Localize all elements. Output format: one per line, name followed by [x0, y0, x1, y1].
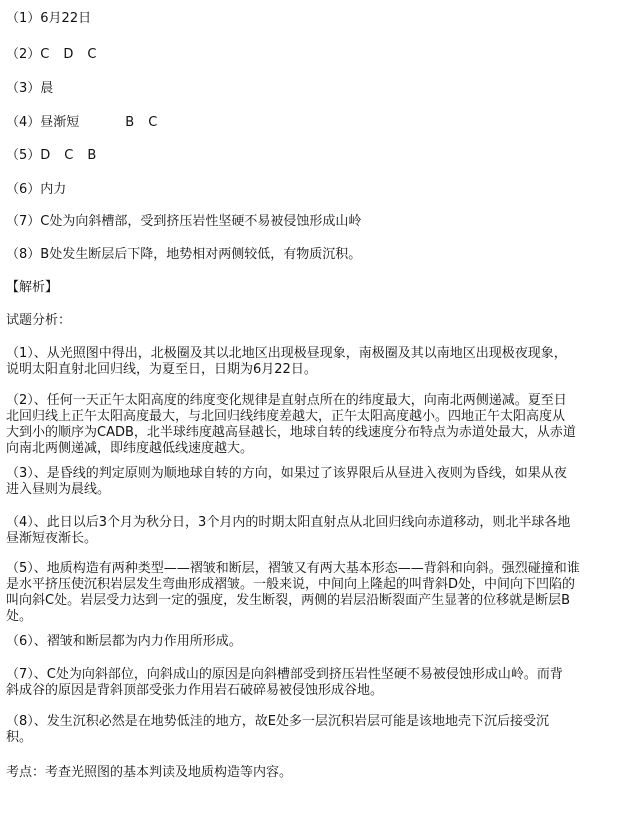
kaodian-note: 考点：考查光照图的基本判读及地质构造等内容。: [6, 765, 293, 780]
analysis-line: 积。: [6, 730, 33, 745]
analysis-line: 北回归线上正午太阳高度最大，与北回归线纬度差越大，正午太阳高度越小。四地正午太阳高度从: [6, 409, 566, 424]
analysis-paragraph-2: [6, 393, 622, 457]
analysis-paragraph-3: [6, 466, 622, 498]
answer-5-value: C: [64, 148, 74, 163]
answer-2-value: D: [63, 47, 74, 62]
analysis-heading: 【解析】: [6, 280, 59, 295]
analysis-line: 是水平挤压使沉积岩层发生弯曲形成褶皱。一般来说，中间向上隆起的叫背斜D处，中间向下凹陷的: [6, 577, 576, 592]
answer-6: （6）内力: [6, 182, 67, 197]
answer-5: [6, 148, 96, 164]
analysis-line: （8）、发生沉积必然是在地势低洼的地方，故E处多一层沉积岩层可能是该地地壳下沉后接受沉: [6, 714, 549, 729]
analysis-paragraph-6: [6, 634, 622, 650]
answer-7: （7）C处为向斜槽部，受到挤压岩性坚硬不易被侵蚀形成山岭: [6, 214, 362, 229]
analysis-line: 叫向斜C处。岩层受力达到一定的强度，发生断裂，两侧的岩层沿断裂面产生显著的位移就是断层B: [6, 593, 570, 608]
analysis-paragraph-7: [6, 667, 622, 699]
analysis-line: （4）、此日以后3个月为秋分日，3个月内的时期太阳直射点从北回归线向赤道移动，则北半球各地: [6, 515, 571, 530]
answer-4-text: 昼渐短: [40, 115, 80, 130]
analysis-intro: 试题分析：: [6, 313, 72, 328]
analysis-paragraph-4: [6, 515, 622, 547]
answer-2-value: C: [87, 47, 97, 62]
analysis-line: 大到小的顺序为CADB，北半球纬度越高昼越长，地球自转的线速度分布特点为赤道处最大，从赤道: [6, 425, 576, 440]
answer-5-value: B: [87, 148, 97, 163]
analysis-line: （3）、是昏线的判定原则为顺地球自转的方向，如果过了该界限后从昼进入夜则为昏线，如果从夜: [6, 466, 567, 481]
analysis-paragraph-1: [6, 346, 622, 378]
analysis-line: 向南北两侧递减，即纬度越低线速度越大。: [6, 441, 254, 456]
answer-2-number: （2）: [6, 47, 41, 62]
analysis-line: 说明太阳直射北回归线，为夏至日，日期为6月22日。: [6, 362, 317, 377]
analysis-line: （7）、C处为向斜部位，向斜成山的原因是向斜槽部受到挤压岩性坚硬不易被侵蚀形成山岭。而背: [6, 667, 563, 682]
analysis-line: （6）、褶皱和断层都为内力作用所形成。: [6, 634, 242, 649]
answer-4-value: C: [148, 115, 158, 130]
analysis-line: （5）、地质构造有两种类型——褶皱和断层，褶皱又有两大基本形态——背斜和向斜。强烈碰撞和谁: [6, 561, 580, 576]
answer-4: [6, 115, 157, 131]
answer-8: （8）B处发生断层后下降，地势相对两侧较低，有物质沉积。: [6, 247, 362, 262]
answer-1: （1）6月22日: [6, 11, 92, 26]
answer-4-value: B: [125, 115, 135, 130]
answer-2-value: C: [40, 47, 50, 62]
analysis-paragraph-8: [6, 714, 622, 746]
analysis-paragraph-5: [6, 561, 622, 625]
answer-4-number: （4）: [6, 115, 41, 130]
analysis-line: （2）、任何一天正午太阳高度的纬度变化规律是直射点所在的纬度最大，向南北两侧递减。夏至日: [6, 393, 567, 408]
analysis-line: （1）、从光照图中得出，北极圈及其以北地区出现极昼现象，南极圈及其以南地区出现极夜现象，: [6, 346, 567, 361]
answer-3: （3）晨: [6, 81, 54, 96]
analysis-line: 昼渐短夜渐长。: [6, 531, 98, 546]
answer-5-value: D: [40, 148, 51, 163]
answer-2: [6, 47, 96, 63]
analysis-line: 处。: [6, 609, 33, 624]
analysis-line: 斜成谷的原因是背斜顶部受张力作用岩石破碎易被侵蚀形成谷地。: [6, 683, 384, 698]
answer-5-number: （5）: [6, 148, 41, 163]
analysis-line: 进入昼则为晨线。: [6, 482, 111, 497]
